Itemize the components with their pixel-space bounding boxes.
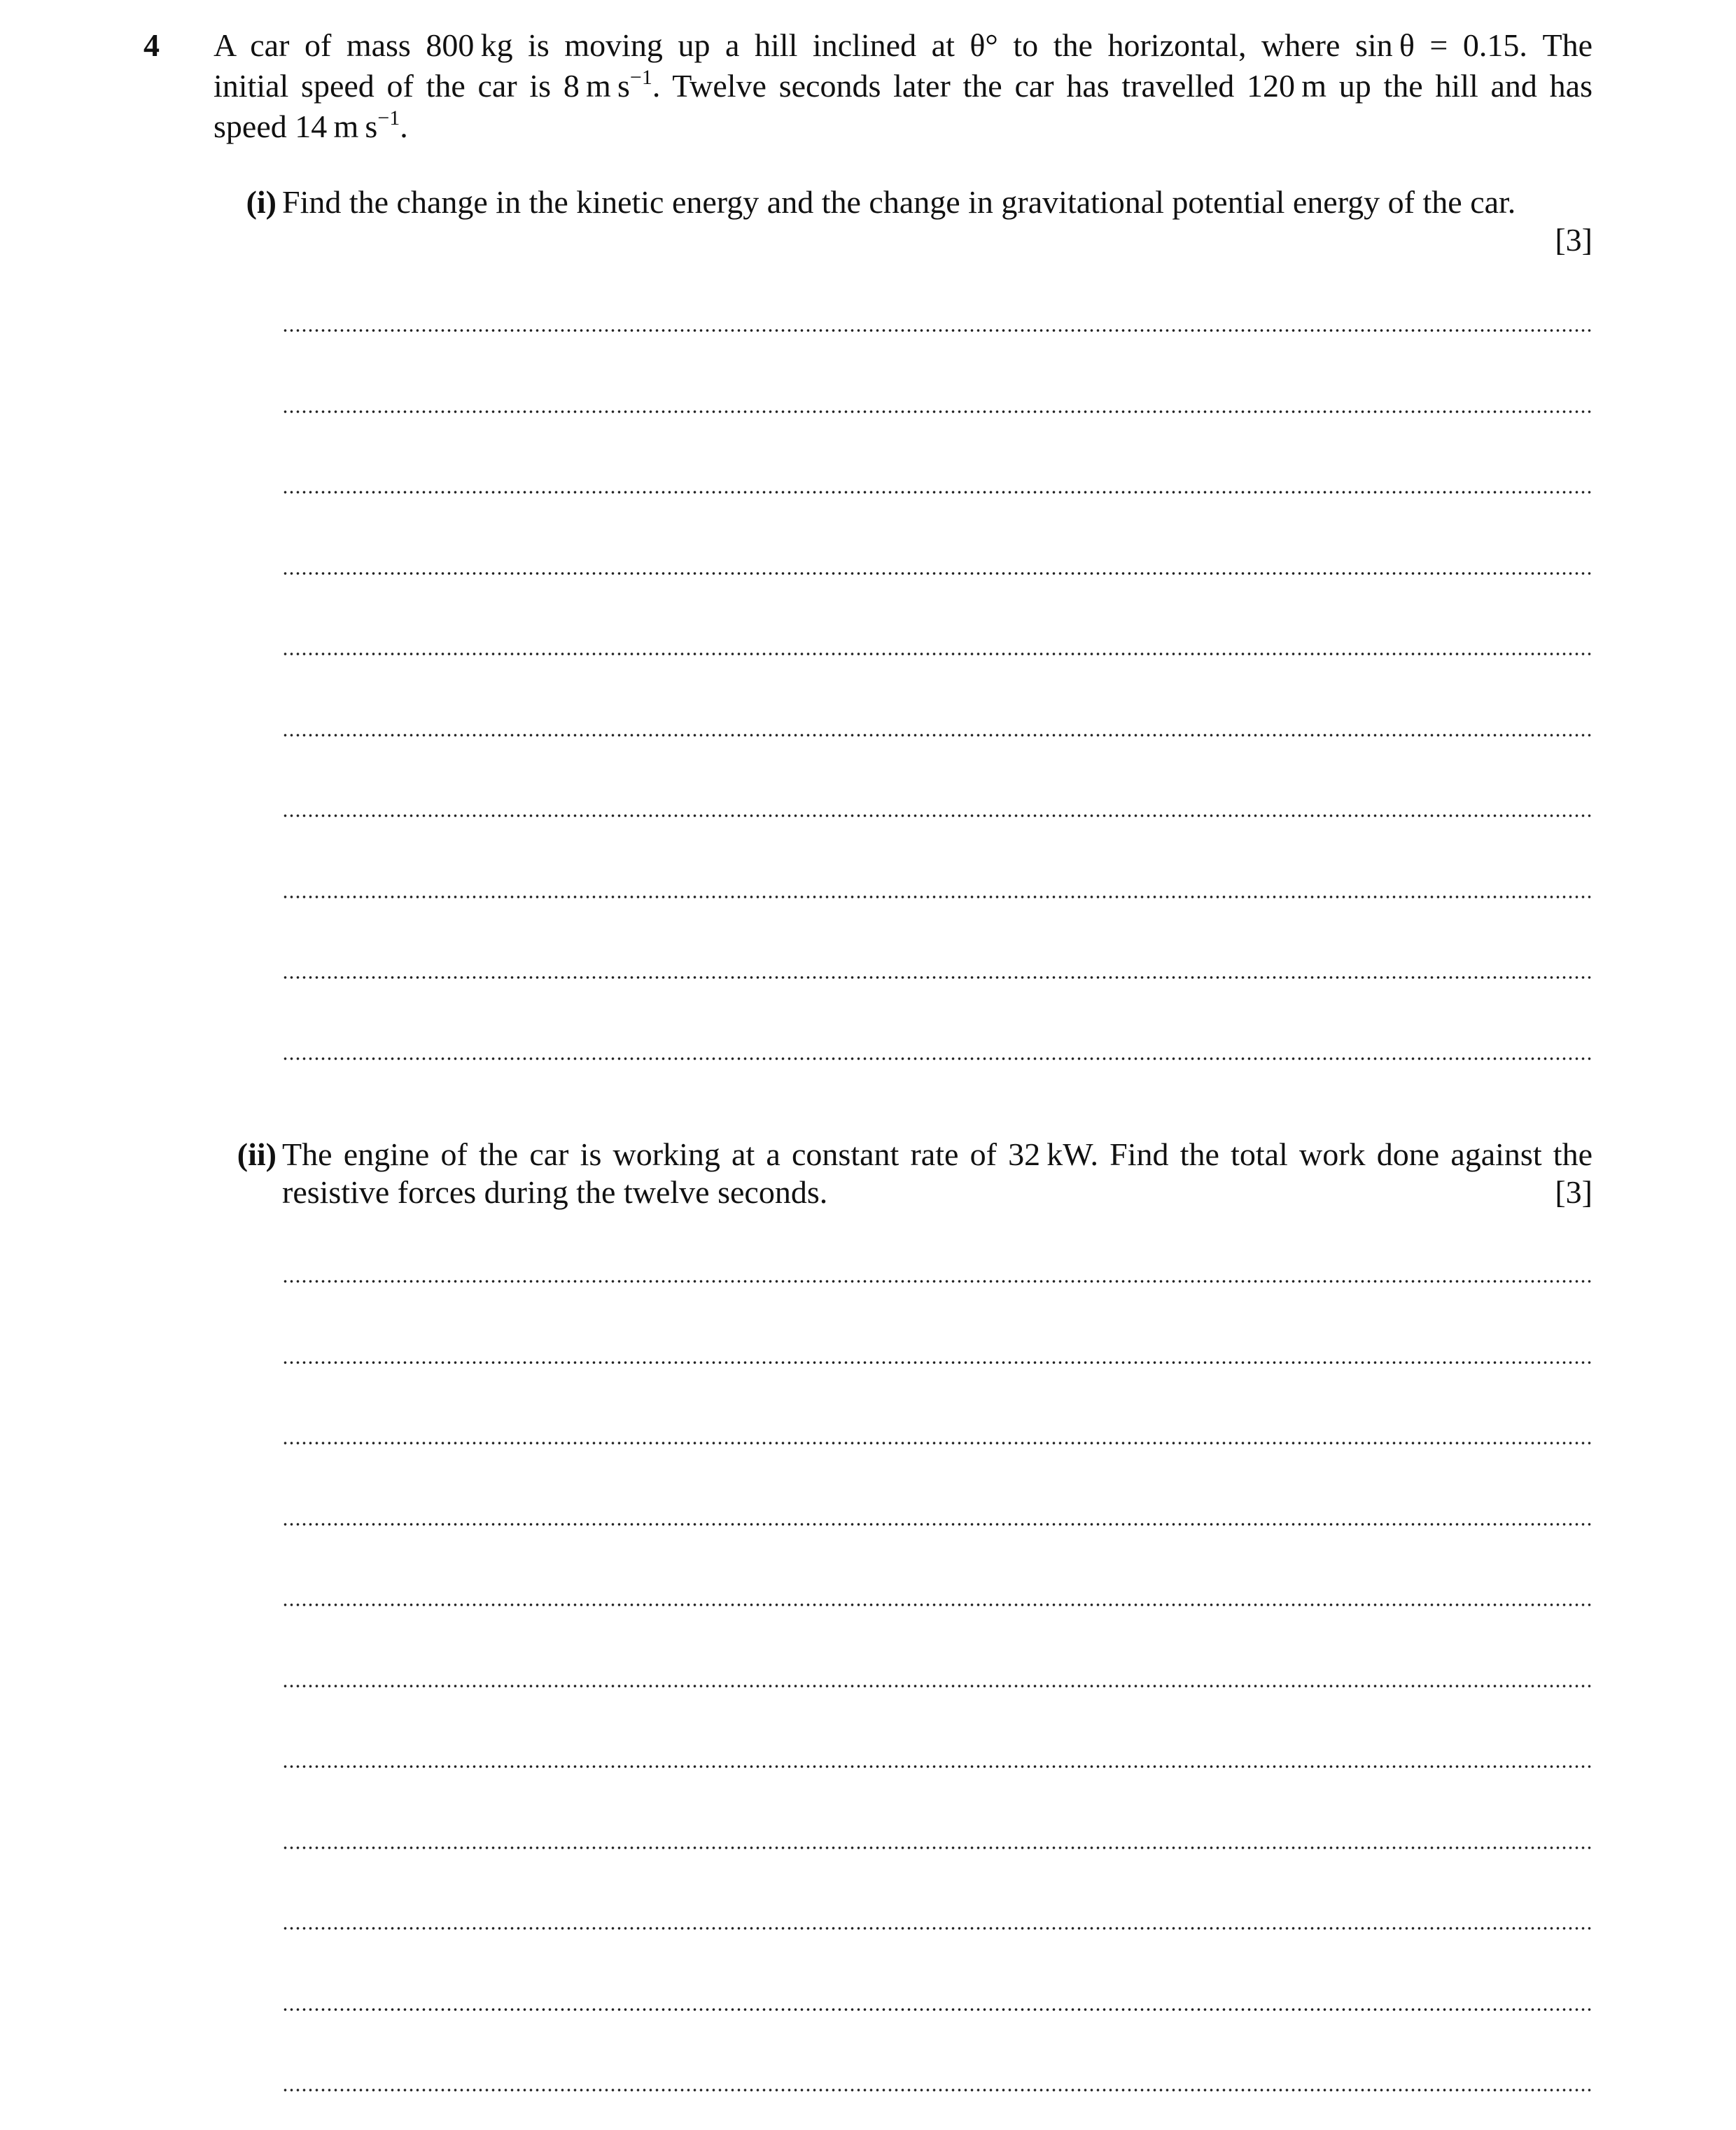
part-ii-answer-line[interactable] (282, 1442, 1592, 1445)
part-ii (214, 1136, 1592, 1213)
part-ii-answer-line[interactable] (282, 1603, 1592, 1606)
stem-line-2-end: . Twelve seconds later the car has travelled 120 m up the hill and has (652, 68, 1592, 104)
part-i (214, 183, 1592, 260)
stem-line-2 (214, 66, 1592, 106)
stem-line-3 (214, 106, 1592, 147)
part-ii-answer-line[interactable] (282, 1685, 1592, 1687)
part-i-label: (i) (246, 184, 276, 220)
part-i-marks: [3] (1555, 222, 1592, 258)
part-ii-marks: [3] (1555, 1174, 1592, 1210)
part-ii-answer-line[interactable] (282, 1523, 1592, 1526)
question-number: 4 (144, 27, 160, 63)
part-ii-text-block (282, 1136, 1592, 1211)
part-i-answer-line[interactable] (282, 329, 1592, 332)
part-ii-answer-line[interactable] (282, 1846, 1592, 1849)
unit-exponent: −1 (629, 66, 652, 89)
part-i-answer-line[interactable] (282, 572, 1592, 575)
part-ii-answer-line[interactable] (282, 2008, 1592, 2011)
part-i-answer-line[interactable] (282, 653, 1592, 655)
part-i-answer-line[interactable] (282, 1057, 1592, 1060)
part-i-answer-line[interactable] (282, 410, 1592, 413)
stem-line-3-end: . (400, 109, 408, 144)
part-ii-text-line-1: The engine of the car is working at a constant rate of 32 kW. Find the total work done against the (282, 1136, 1592, 1172)
unit-exponent: −1 (377, 106, 400, 130)
part-ii-answer-line[interactable] (282, 1361, 1592, 1364)
part-i-answer-line[interactable] (282, 976, 1592, 979)
stem-line-2-start: initial speed of the car is 8 m s (214, 68, 630, 104)
part-i-answer-line[interactable] (282, 491, 1592, 494)
part-i-answer-line[interactable] (282, 896, 1592, 898)
part-i-text: Find the change in the kinetic energy and the change in gravitational potential energy of the car. (282, 184, 1516, 220)
part-ii-answer-line[interactable] (282, 1280, 1592, 1283)
stem-line-3-start: speed 14 m s (214, 109, 378, 144)
part-i-text-block (282, 183, 1592, 259)
part-ii-answer-line[interactable] (282, 2089, 1592, 2091)
part-ii-text-line-2: resistive forces during the twelve seconds. (282, 1174, 828, 1210)
part-i-answer-line[interactable] (282, 734, 1592, 737)
question-stem (214, 25, 1592, 147)
part-i-answer-line[interactable] (282, 814, 1592, 817)
stem-line-1: A car of mass 800 kg is moving up a hill inclined at θ° to the horizontal, where sin θ = 0.15. The (214, 27, 1592, 63)
part-ii-text-line-2-row (282, 1174, 1592, 1211)
part-ii-label: (ii) (237, 1136, 276, 1172)
part-ii-answer-line[interactable] (282, 1927, 1592, 1930)
part-ii-answer-line[interactable] (282, 1765, 1592, 1768)
